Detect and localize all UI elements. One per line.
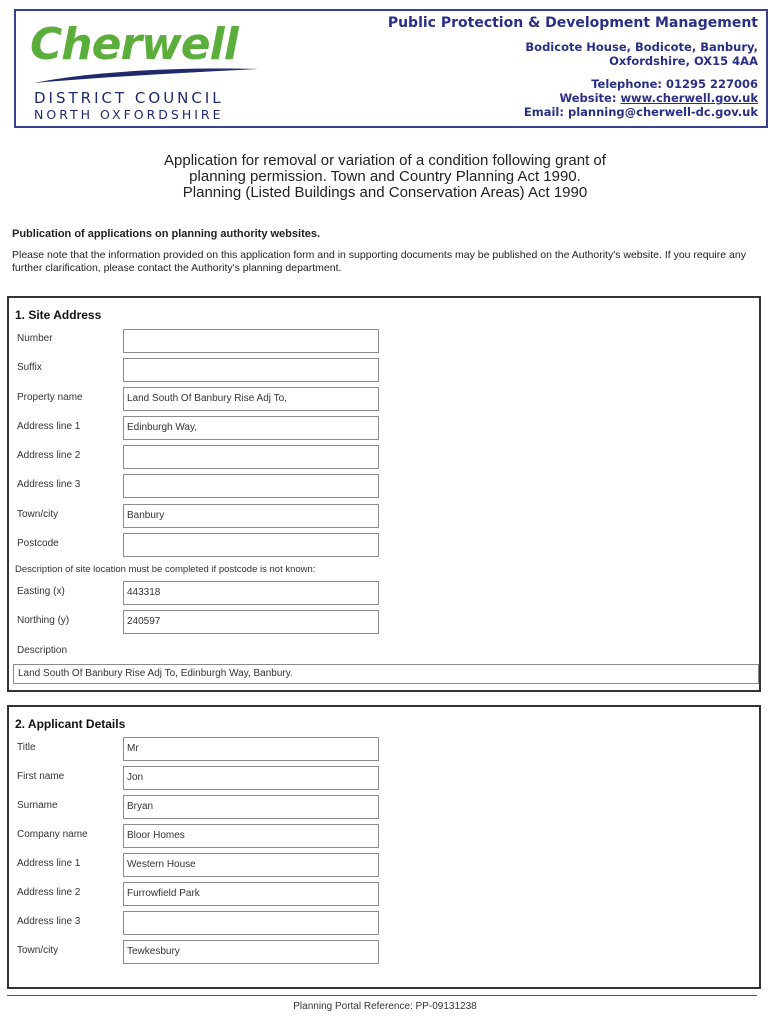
address-line-1-label: Address line 1 — [17, 421, 81, 432]
location-note: Description of site location must be completed if postcode is not known: — [15, 564, 316, 575]
letterhead — [14, 9, 768, 128]
northing-field[interactable]: 240597 — [123, 610, 379, 634]
section-title: 1. Site Address — [15, 308, 102, 322]
title-label: Title — [17, 742, 36, 753]
description-field[interactable]: Land South Of Banbury Rise Adj To, Edinburgh Way, Banbury. — [13, 664, 759, 684]
address-line-1-field[interactable]: Western House — [123, 853, 379, 877]
first-name-label: First name — [17, 771, 65, 782]
number-field[interactable] — [123, 329, 379, 353]
easting-label: Easting (x) — [17, 586, 65, 597]
website-link[interactable]: www.cherwell.gov.uk — [620, 91, 758, 105]
description-label: Description — [17, 645, 68, 656]
title-line-1: Application for removal or variation of a condition following grant of — [164, 152, 606, 169]
applicant-details-section — [7, 705, 761, 989]
address-line-1: Bodicote House, Bodicote, Banbury, — [525, 40, 758, 54]
department-name: Public Protection & Development Management — [387, 15, 758, 31]
telephone: Telephone: 01295 227006 — [591, 77, 758, 91]
first-name-field[interactable]: Jon — [123, 766, 379, 790]
address-line-2-label: Address line 2 — [17, 887, 81, 898]
company-name-field[interactable]: Bloor Homes — [123, 824, 379, 848]
town-field[interactable]: Banbury — [123, 504, 379, 528]
town-label: Town/city — [17, 509, 59, 520]
website-line — [388, 91, 758, 105]
easting-field[interactable]: 443318 — [123, 581, 379, 605]
address-line-3-label: Address line 3 — [17, 916, 81, 927]
number-label: Number — [17, 333, 53, 344]
address-line-3-label: Address line 3 — [17, 479, 81, 490]
suffix-field[interactable] — [123, 358, 379, 382]
surname-field[interactable]: Bryan — [123, 795, 379, 819]
address-line-1-field[interactable]: Edinburgh Way, — [123, 416, 379, 440]
council-name: DISTRICT COUNCIL — [34, 89, 224, 107]
property-name-label: Property name — [17, 392, 83, 403]
council-logo-wordmark: Cherwell — [30, 19, 238, 70]
surname-label: Surname — [17, 800, 58, 811]
contact-block — [388, 15, 758, 119]
town-field[interactable]: Tewkesbury — [123, 940, 379, 964]
title-line-3: Planning (Listed Buildings and Conservation Areas) Act 1990 — [182, 184, 588, 201]
footer-divider — [7, 995, 757, 996]
address-line-2: Oxfordshire, OX15 4AA — [609, 54, 758, 68]
form-title — [0, 153, 770, 201]
address-line-1-label: Address line 1 — [17, 858, 81, 869]
website-label: Website: — [559, 91, 621, 105]
section-title: 2. Applicant Details — [15, 717, 126, 731]
portal-reference: Planning Portal Reference: PP-09131238 — [293, 1001, 477, 1012]
title-line-2: planning permission. Town and Country Planning Act 1990. — [189, 168, 581, 185]
town-label: Town/city — [17, 945, 59, 956]
address-line-2-field[interactable]: Furrowfield Park — [123, 882, 379, 906]
logo-swoosh-icon — [32, 65, 262, 87]
postcode-label: Postcode — [17, 538, 59, 549]
site-address-section — [7, 296, 761, 692]
council-region: NORTH OXFORDSHIRE — [34, 107, 224, 122]
address-line-2-label: Address line 2 — [17, 450, 81, 461]
address-line-3-field[interactable] — [123, 474, 379, 498]
publication-text: Please note that the information provided on this application form and in supporting documents may be published on the Authority's website. If you require any further clarification, please contact the Authority's planning department. — [12, 249, 746, 274]
publication-heading: Publication of applications on planning authority websites. — [12, 228, 321, 240]
northing-label: Northing (y) — [17, 615, 70, 626]
address-line-2-field[interactable] — [123, 445, 379, 469]
suffix-label: Suffix — [17, 362, 42, 373]
address-line-3-field[interactable] — [123, 911, 379, 935]
company-name-label: Company name — [17, 829, 88, 840]
property-name-field[interactable]: Land South Of Banbury Rise Adj To, — [123, 387, 379, 411]
title-field[interactable]: Mr — [123, 737, 379, 761]
email[interactable]: Email: planning@cherwell-dc.gov.uk — [523, 105, 758, 119]
postcode-field[interactable] — [123, 533, 379, 557]
